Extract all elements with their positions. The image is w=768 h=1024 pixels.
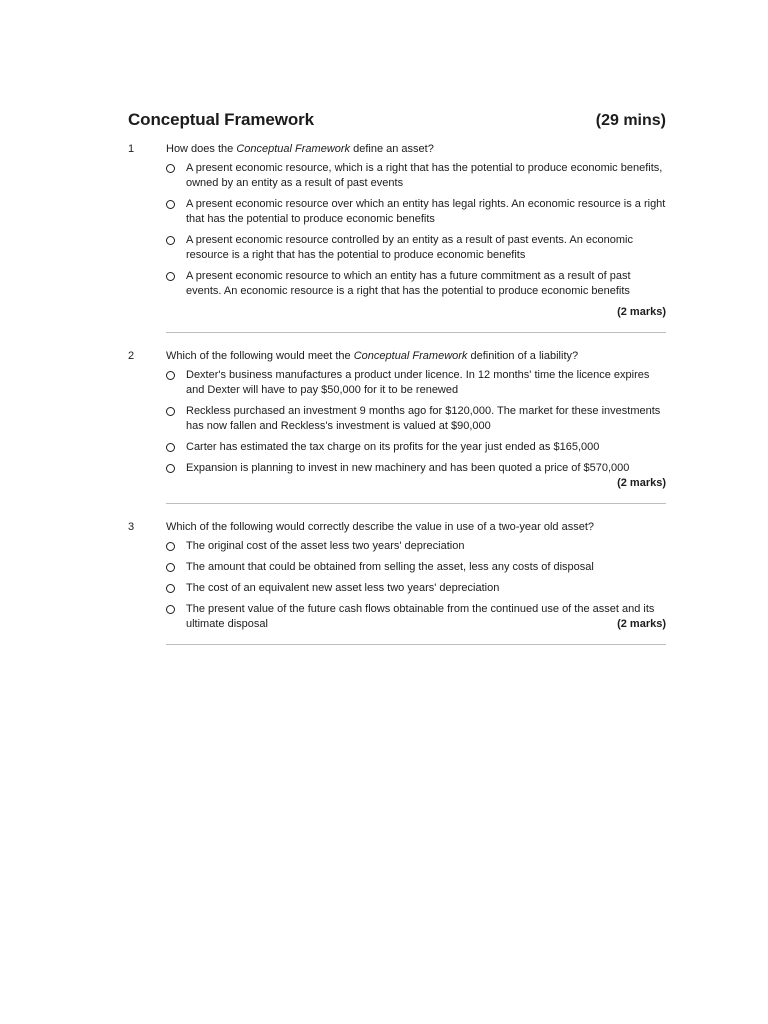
radio-circle-icon[interactable] bbox=[166, 198, 178, 210]
option-text: A present economic resource, which is a right that has the potential to produce economic benefits, owned by an entity as a result of past events bbox=[186, 162, 663, 189]
question-1 bbox=[128, 142, 666, 320]
question-stem bbox=[128, 349, 666, 364]
option-text: A present economic resource over which an entity has legal rights. An economic resource is a right that has the potential to produce economic benefits bbox=[186, 198, 666, 225]
option-text: The amount that could be obtained from selling the asset, less any costs of disposal bbox=[186, 561, 594, 573]
option-text bbox=[186, 602, 666, 632]
question-text: How does the Conceptual Framework define an asset? bbox=[166, 143, 434, 155]
option-text: Dexter's business manufactures a product under licence. In 12 months' time the licence expires and Dexter will have to pay $50,000 for it to be renewed bbox=[186, 369, 650, 396]
option-text: A present economic resource to which an entity has a future commitment as a result of past events. An economic resource is a right that has the potential to produce economic benefits bbox=[186, 270, 631, 297]
option-text-body: Expansion is planning to invest in new machinery and has been quoted a price of $570,000 bbox=[186, 462, 630, 474]
answer-option-d[interactable] bbox=[166, 461, 666, 491]
option-text-body: The present value of the future cash flows obtainable from the continued use of the asset and its ultimate disposal bbox=[186, 603, 655, 630]
answer-option-b[interactable] bbox=[166, 560, 666, 575]
answer-options bbox=[166, 539, 666, 632]
radio-circle-icon[interactable] bbox=[166, 270, 178, 282]
question-2 bbox=[128, 349, 666, 491]
question-3 bbox=[128, 520, 666, 632]
answer-option-c[interactable] bbox=[166, 233, 666, 263]
question-text: Which of the following would meet the Conceptual Framework definition of a liability? bbox=[166, 350, 579, 362]
radio-circle-icon[interactable] bbox=[166, 561, 178, 573]
question-number: 2 bbox=[128, 350, 135, 362]
radio-circle-icon[interactable] bbox=[166, 540, 178, 552]
option-text: Reckless purchased an investment 9 months ago for $120,000. The market for these investments has now fallen and Reckless's investment is valued at $90,000 bbox=[186, 405, 661, 432]
answer-options bbox=[166, 161, 666, 299]
answer-option-d[interactable] bbox=[166, 602, 666, 632]
section-title: Conceptual Framework bbox=[128, 110, 314, 129]
answer-option-b[interactable] bbox=[166, 197, 666, 227]
answer-options bbox=[166, 368, 666, 491]
question-marks: (2 marks) bbox=[617, 306, 666, 318]
question-text: Which of the following would correctly describe the value in use of a two-year old asset? bbox=[166, 521, 594, 533]
answer-option-a[interactable] bbox=[166, 368, 666, 398]
exam-page bbox=[128, 110, 666, 661]
option-text: The original cost of the asset less two years' depreciation bbox=[186, 540, 465, 552]
radio-circle-icon[interactable] bbox=[166, 462, 178, 474]
radio-circle-icon[interactable] bbox=[166, 162, 178, 174]
answer-option-b[interactable] bbox=[166, 404, 666, 434]
question-divider bbox=[166, 644, 666, 645]
question-number: 1 bbox=[128, 143, 135, 155]
option-text bbox=[186, 461, 666, 491]
answer-option-a[interactable] bbox=[166, 539, 666, 554]
radio-circle-icon[interactable] bbox=[166, 234, 178, 246]
radio-circle-icon[interactable] bbox=[166, 603, 178, 615]
answer-option-d[interactable] bbox=[166, 269, 666, 299]
radio-circle-icon[interactable] bbox=[166, 405, 178, 417]
option-text: Carter has estimated the tax charge on its profits for the year just ended as $165,000 bbox=[186, 441, 600, 453]
section-header bbox=[128, 110, 666, 130]
radio-circle-icon[interactable] bbox=[166, 369, 178, 381]
radio-circle-icon[interactable] bbox=[166, 582, 178, 594]
question-stem bbox=[128, 142, 666, 157]
answer-option-c[interactable] bbox=[166, 440, 666, 455]
radio-circle-icon[interactable] bbox=[166, 441, 178, 453]
answer-option-a[interactable] bbox=[166, 161, 666, 191]
question-marks: (2 marks) bbox=[617, 477, 666, 489]
option-text: The cost of an equivalent new asset less two years' depreciation bbox=[186, 582, 500, 594]
question-divider bbox=[166, 503, 666, 504]
question-marks: (2 marks) bbox=[617, 618, 666, 630]
option-text: A present economic resource controlled by an entity as a result of past events. An economic resource is a right that has the potential to produce economic benefits bbox=[186, 234, 633, 261]
question-number: 3 bbox=[128, 521, 135, 533]
question-divider bbox=[166, 332, 666, 333]
question-stem bbox=[128, 520, 666, 535]
section-duration: (29 mins) bbox=[595, 112, 666, 129]
answer-option-c[interactable] bbox=[166, 581, 666, 596]
